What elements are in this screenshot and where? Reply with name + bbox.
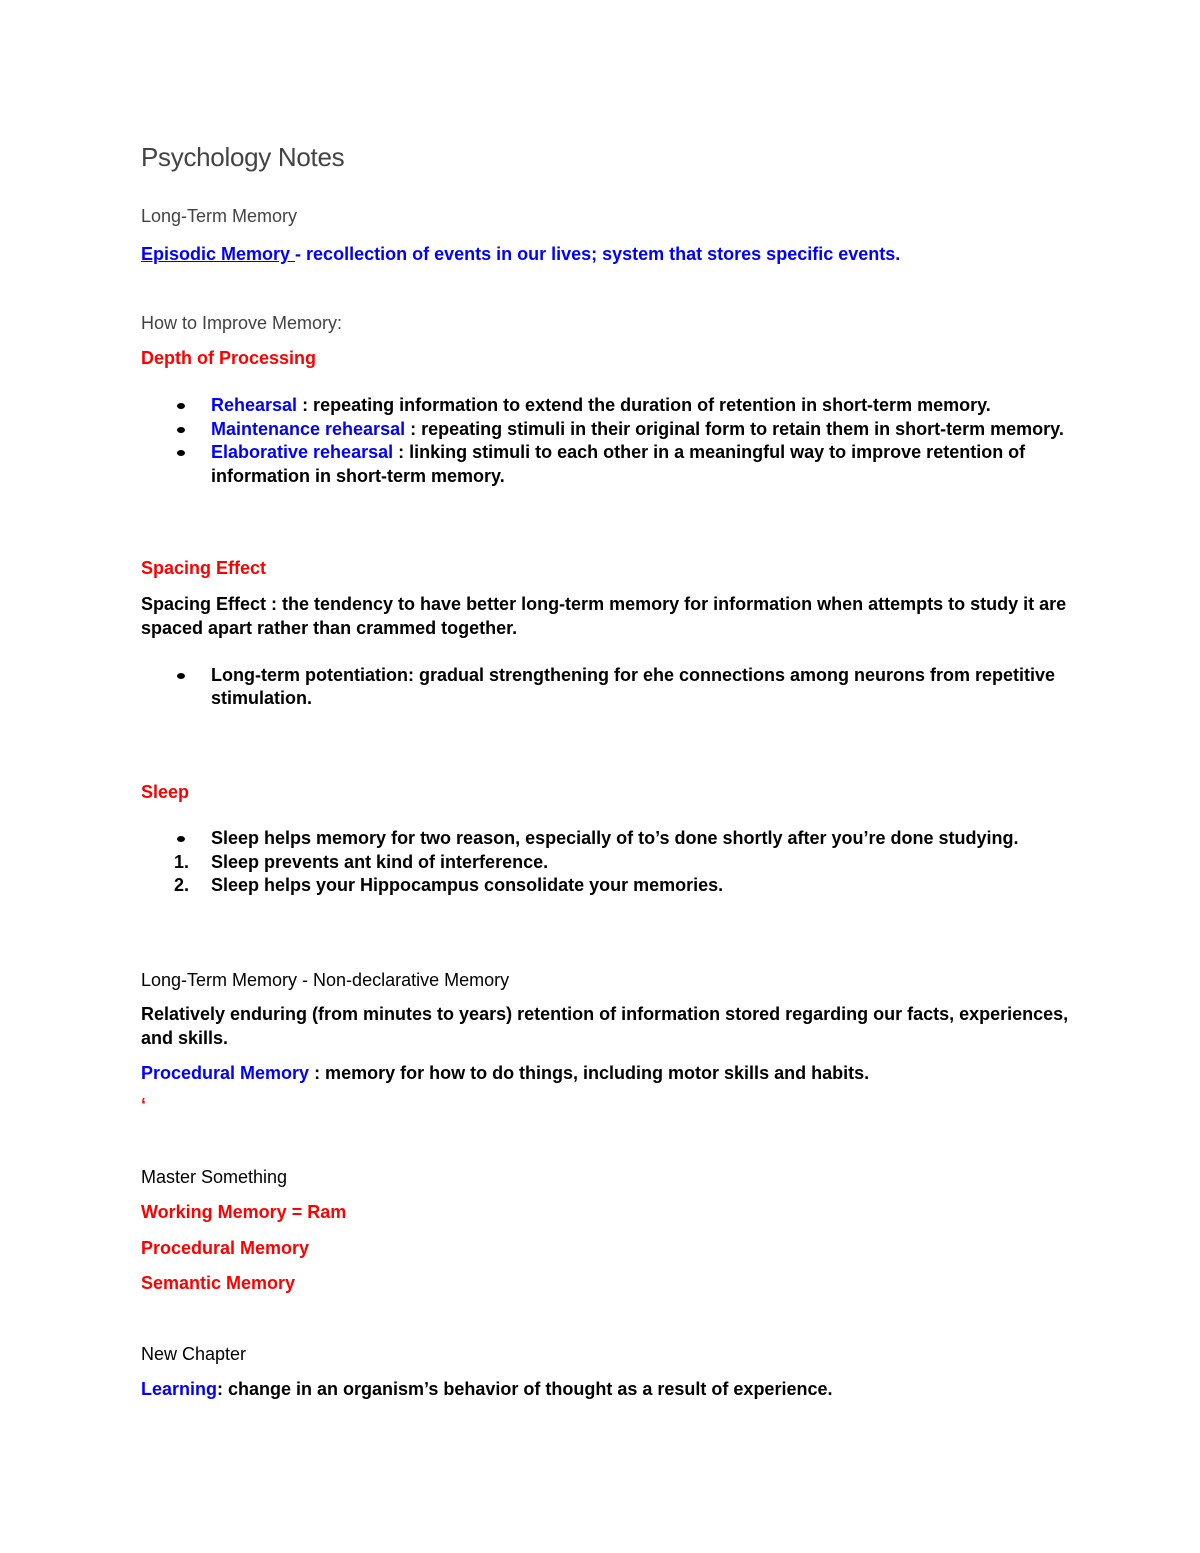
- list-number: 2.: [174, 875, 190, 895]
- stray-mark: ‘: [141, 1095, 147, 1115]
- non-declarative-heading: Long-Term Memory - Non-declarative Memory: [141, 970, 510, 990]
- list-item-rehearsal: [211, 393, 991, 417]
- section-heading-long-term-memory: Long-Term Memory: [141, 206, 298, 226]
- bullet-icon: [177, 836, 185, 842]
- long-term-potentiation-line-1: Long-term potentiation: gradual strengthening for ehe connections among neurons from repetitive: [211, 665, 1056, 685]
- new-chapter-heading: New Chapter: [141, 1344, 247, 1364]
- rehearsal-term: Rehearsal: [211, 395, 298, 415]
- list-item-elaborative-rehearsal: [211, 440, 1025, 464]
- page-title: Psychology Notes: [141, 142, 345, 172]
- long-term-potentiation-line-2: stimulation.: [211, 688, 313, 708]
- spacing-effect-definition-line-1: Spacing Effect : the tendency to have better long-term memory for information when attempts to study it are: [141, 594, 1067, 614]
- non-declarative-definition-line-1: Relatively enduring (from minutes to years) retention of information stored regarding our facts, experiences,: [141, 1004, 1069, 1024]
- episodic-memory-definition: - recollection of events in our lives; system that stores specific events.: [295, 244, 901, 264]
- how-to-improve-heading: How to Improve Memory:: [141, 313, 343, 333]
- non-declarative-definition-line-2: and skills.: [141, 1028, 229, 1048]
- learning-line: [141, 1377, 832, 1401]
- sleep-bullet: Sleep helps memory for two reason, especially of to’s done shortly after you’re done studying.: [211, 828, 1019, 848]
- rehearsal-definition: : repeating information to extend the duration of retention in short-term memory.: [297, 395, 991, 415]
- learning-term: Learning: [141, 1379, 218, 1399]
- depth-of-processing-heading: Depth of Processing: [141, 348, 317, 368]
- procedural-memory-term: Procedural Memory: [141, 1063, 310, 1083]
- maintenance-rehearsal-term: Maintenance rehearsal: [211, 419, 406, 439]
- episodic-memory-term: Episodic Memory: [141, 244, 296, 264]
- list-number: 1.: [174, 852, 190, 872]
- procedural-memory-line: [141, 1061, 869, 1085]
- master-item-working-memory: Working Memory = Ram: [141, 1202, 347, 1222]
- sleep-heading: Sleep: [141, 782, 190, 802]
- procedural-memory-definition: : memory for how to do things, including motor skills and habits.: [309, 1063, 870, 1083]
- elaborative-rehearsal-continuation: information in short-term memory.: [211, 466, 505, 486]
- sleep-numbered-item-1: Sleep prevents ant kind of interference.: [211, 852, 549, 872]
- elaborative-rehearsal-term: Elaborative rehearsal: [211, 442, 394, 462]
- bullet-icon: [177, 673, 185, 679]
- bullet-icon: [177, 427, 185, 433]
- spacing-effect-definition-line-2: spaced apart rather than crammed together.: [141, 618, 518, 638]
- elaborative-rehearsal-definition: : linking stimuli to each other in a meaningful way to improve retention of: [393, 442, 1026, 462]
- list-item-maintenance-rehearsal: [211, 417, 1064, 441]
- bullet-icon: [177, 403, 185, 409]
- maintenance-rehearsal-definition: : repeating stimuli in their original form to retain them in short-term memory.: [405, 419, 1064, 439]
- master-something-heading: Master Something: [141, 1167, 288, 1187]
- master-item-semantic-memory: Semantic Memory: [141, 1273, 296, 1293]
- bullet-icon: [177, 450, 185, 456]
- episodic-memory-line: [141, 242, 900, 266]
- sleep-numbered-item-2: Sleep helps your Hippocampus consolidate your memories.: [211, 875, 724, 895]
- learning-definition: : change in an organism’s behavior of thought as a result of experience.: [217, 1379, 833, 1399]
- spacing-effect-heading: Spacing Effect: [141, 558, 267, 578]
- master-item-procedural-memory: Procedural Memory: [141, 1238, 310, 1258]
